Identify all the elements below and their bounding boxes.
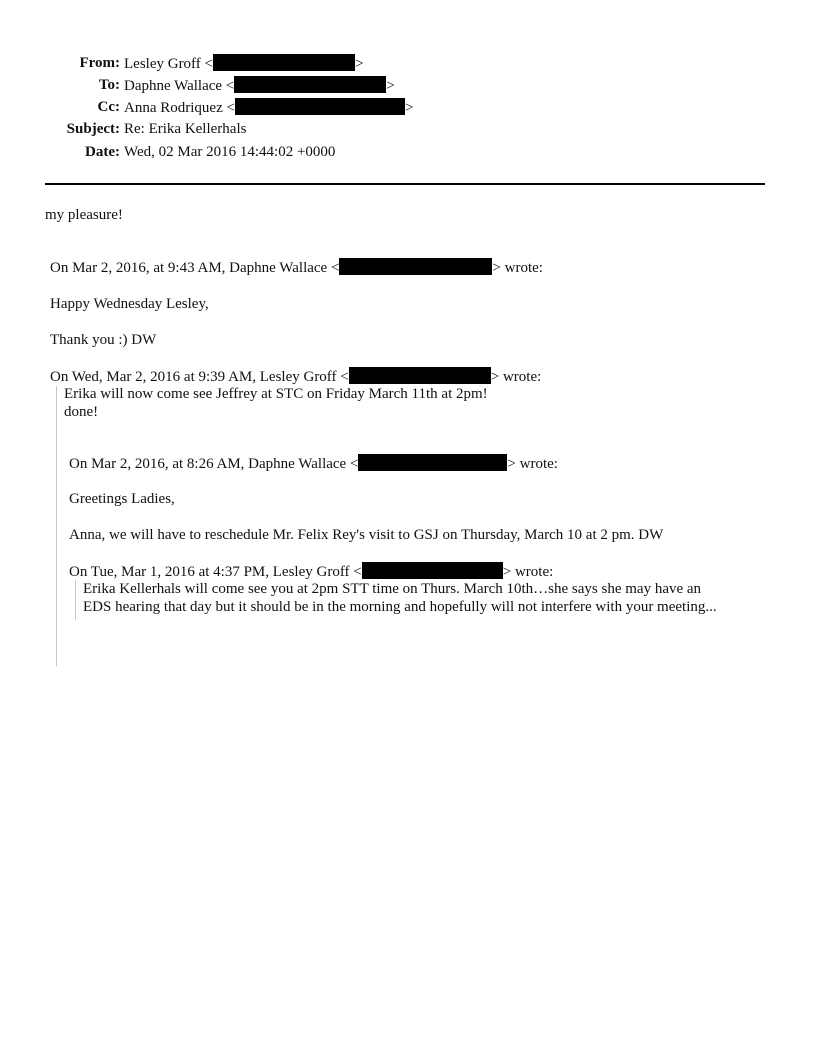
redacted-email-box	[234, 76, 386, 93]
redacted-email-box	[349, 367, 491, 384]
quote4-line1: Erika Kellerhals will come see you at 2pm STT time on Thurs. March 10th…she says she may have an	[83, 581, 702, 597]
quote-bar-level4	[75, 580, 76, 620]
quote-bar-level2	[56, 386, 57, 666]
quote1-attribution-start: On Mar 2, 2016, at 9:43 AM, Daphne Wallace <	[50, 260, 340, 276]
redacted-email-box	[235, 98, 405, 115]
date-row	[0, 143, 400, 161]
quote2-attribution-start: On Wed, Mar 2, 2016 at 9:39 AM, Lesley Groff <	[50, 369, 349, 385]
from-end: >	[355, 56, 364, 72]
quote2-line2: done!	[64, 404, 99, 420]
quote1-greeting: Happy Wednesday Lesley,	[50, 296, 209, 312]
quote1-attribution-end: > wrote:	[492, 260, 543, 276]
to-row	[0, 76, 420, 94]
quote4-attribution	[69, 562, 553, 581]
date-label: Date:	[85, 144, 120, 160]
quote1-thanks: Thank you :) DW	[50, 332, 157, 348]
quote2-line1: Erika will now come see Jeffrey at STC on Friday March 11th at 2pm!	[64, 386, 488, 402]
cc-name: Anna Rodriquez <	[124, 100, 235, 116]
quote1-attribution	[50, 258, 543, 277]
quote4-line2: EDS hearing that day but it should be in the morning and hopefully will not interfere with your meeting...	[83, 599, 717, 615]
reply-text: my pleasure!	[45, 207, 123, 223]
redacted-email-box	[213, 54, 355, 71]
to-label: To:	[98, 77, 120, 93]
cc-end: >	[404, 100, 414, 116]
quote2-attribution	[50, 367, 541, 386]
to-name: Daphne Wallace <	[124, 78, 235, 94]
quote2-attribution-end: > wrote:	[490, 369, 542, 385]
from-value	[124, 54, 363, 73]
quote3-attribution-end: > wrote:	[507, 456, 558, 472]
redacted-email-box	[339, 258, 492, 275]
cc-label: Cc:	[97, 99, 120, 115]
cc-row	[0, 98, 440, 116]
quote4-attribution-end: > wrote:	[502, 564, 554, 580]
date-value: Wed, 02 Mar 2016 14:44:02 +0000	[124, 144, 336, 160]
quote4-attribution-start: On Tue, Mar 1, 2016 at 4:37 PM, Lesley Groff <	[69, 564, 362, 580]
subject-row	[0, 120, 400, 138]
subject-label: Subject:	[66, 121, 120, 137]
from-label: From:	[79, 55, 120, 71]
from-name: Lesley Groff <	[124, 56, 213, 72]
subject-value: Re: Erika Kellerhals	[124, 121, 247, 137]
redacted-email-box	[362, 562, 503, 579]
quote3-greeting: Greetings Ladies,	[69, 491, 175, 507]
redacted-email-box	[358, 454, 507, 471]
from-row	[0, 54, 400, 72]
header-divider	[45, 183, 765, 185]
quote3-message: Anna, we will have to reschedule Mr. Felix Rey's visit to GSJ on Thursday, March 10 at 2 pm. DW	[69, 527, 664, 543]
quote3-attribution-start: On Mar 2, 2016, at 8:26 AM, Daphne Wallace <	[69, 456, 359, 472]
to-end: >	[386, 78, 395, 94]
quote3-attribution	[69, 454, 558, 473]
to-value	[124, 76, 395, 95]
cc-value	[124, 98, 413, 117]
